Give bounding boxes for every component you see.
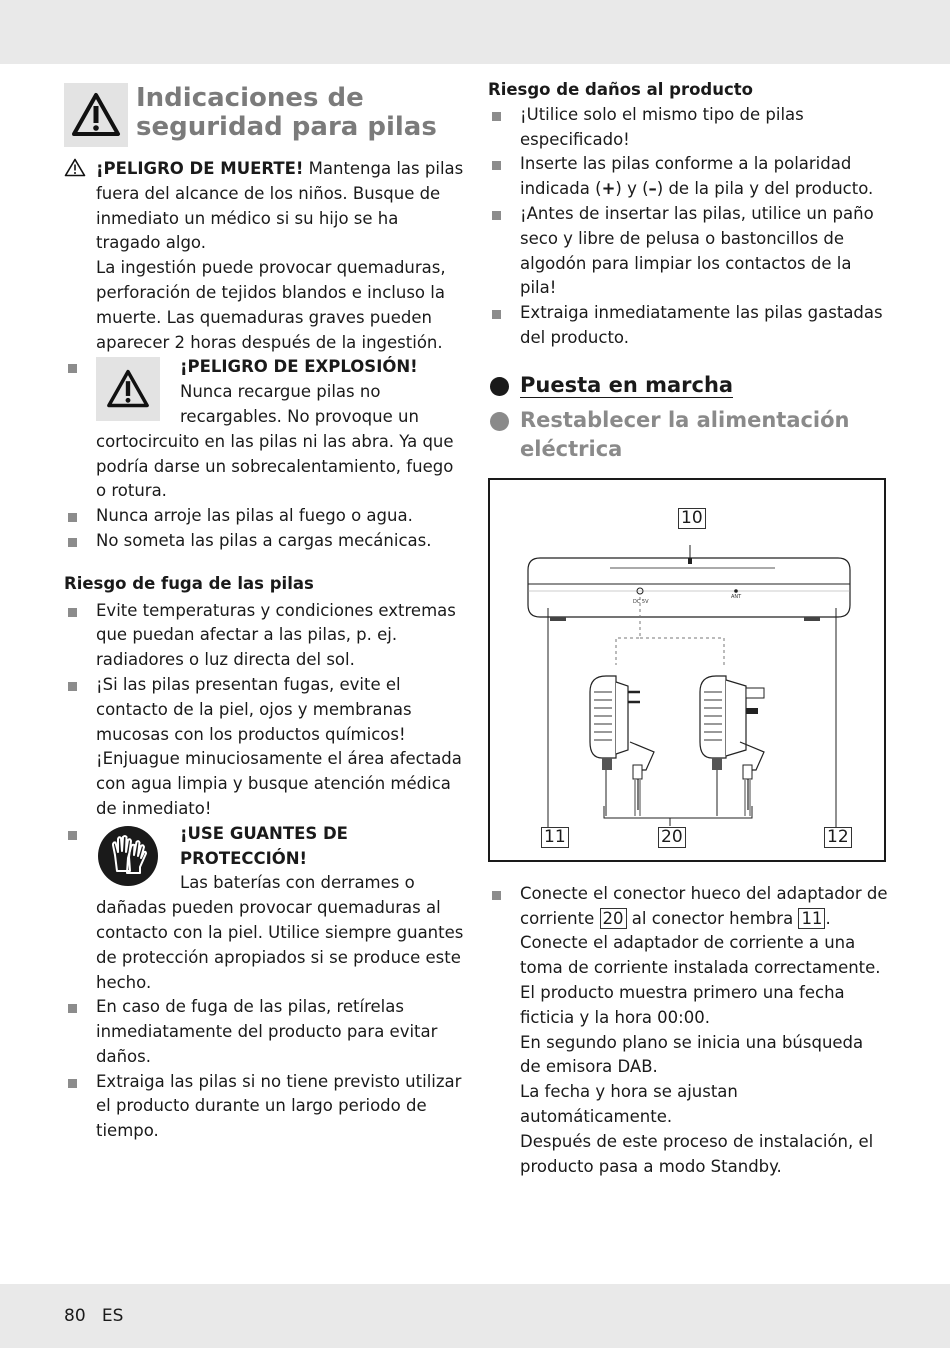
right-column [488,78,888,1179]
damage-item-text-c: ) de la pila y del producto. [656,179,874,199]
bullet [68,1079,77,1088]
damage-item-text: ¡Utilice solo el mismo tipo de pilas especificado! [520,104,804,149]
gloves-label: ¡USE GUANTES DE PROTECCIÓN! [180,823,348,868]
ref-20: 20 [600,908,627,929]
section-title: Puesta en marcha [520,372,734,397]
language-code: ES [101,1306,124,1326]
danger-death-text: Mantenga las pilas fuera del alcance de los niños. Busque de inmediato un médico si su hijo se ha tragado algo. [96,159,464,253]
list-item [64,504,466,529]
damage-item-text: ¡Antes de insertar las pilas, utilice un paño seco y libre de pelusa o bastoncillos de algodón para limpiar los contactos de la pila! [520,203,874,298]
page-footer [64,1306,123,1326]
page-title: Indicaciones de seguridad para pilas [136,83,437,142]
warning-triangle-icon [64,83,128,147]
connect-line: Después de este proceso de instalación, el producto pasa a modo Standby. [520,1131,874,1176]
danger-death-item [64,157,466,355]
label-20: 20 [658,827,686,848]
bullet [68,364,77,373]
list-item [488,301,888,351]
section-heading-power [488,406,888,464]
bullet [68,1004,77,1013]
list-item [64,1070,466,1144]
bullet [492,112,501,121]
ref-11: 11 [798,908,825,929]
section-title: Restablecer la alimentación eléctrica [520,407,850,461]
section-dot [490,412,509,431]
bullet [68,682,77,691]
section-heading-startup [488,371,888,400]
connect-line: La fecha y hora se ajustan automáticamente. [520,1082,738,1126]
explosion-text: Nunca recargue pilas no recargables. No provoque un cortocircuito en las pilas ni las abra. Ya que podría darse un sobrecalentamiento, fuego o rotura. [96,382,454,501]
explosion-label: ¡PELIGRO DE EXPLOSIÓN! [180,357,418,377]
final-item-text: En caso de fuga de las pilas, retírelas inmediatamente del producto para evitar daños. [96,997,438,1066]
bullet [68,538,77,547]
bullet [492,310,501,319]
connect-text-a: Conecte el conector hueco del adaptador de corriente [520,883,888,928]
bullet [68,513,77,522]
leak-item-text: ¡Si las pilas presentan fugas, evite el contacto de la piel, ojos y membranas mucosas con los productos químicos! ¡Enjuague minuciosamente el área afectada con agua limpia y busque atención médica de inmediato! [96,674,462,818]
bullet [68,831,77,840]
plus-sign: + [601,179,616,199]
bullet [492,891,501,900]
label-11: 11 [541,827,569,848]
connect-line: El producto muestra primero una fecha ficticia y la hora 00:00. [520,982,845,1027]
label-10: 10 [678,508,706,529]
device-diagram [490,480,884,860]
gloves-icon [96,824,160,888]
title-block [64,80,466,147]
connect-line: En segundo plano se inicia una búsqueda de emisora DAB. [520,1032,864,1077]
label-12: 12 [824,827,852,848]
final-item-text: Extraiga las pilas si no tiene previsto utilizar el producto durante un largo periodo de tiempo. [96,1071,462,1141]
danger-death-label: ¡PELIGRO DE MUERTE! [96,159,304,178]
explosion-item [64,355,466,504]
connection-figure [488,478,886,862]
connect-text-c: . [825,908,831,928]
page-number: 80 [64,1306,86,1326]
mech-item: No someta las pilas a cargas mecánicas. [96,530,432,550]
section-dot [490,377,509,396]
list-item [488,152,888,202]
left-column [64,80,466,1144]
connect-line: Conecte el adaptador de corriente a una toma de corriente instalada correctamente. [520,933,881,978]
bottom-band [0,1284,950,1348]
leak-heading: Riesgo de fuga de las pilas [64,573,314,593]
list-item [488,202,888,301]
gloves-item [64,822,466,996]
fire-item: Nunca arroje las pilas al fuego o agua. [96,506,413,526]
list-item [64,599,466,673]
damage-item-text: Extraiga inmediatamente las pilas gastadas del producto. [520,303,883,347]
list-item [64,673,466,822]
connect-text-b: al conector hembra [626,908,799,928]
bullet [492,161,501,170]
leak-item-text: Evite temperaturas y condiciones extremas que puedan afectar a las pilas, p. ej. radiadores o luz directa del sol. [96,600,456,670]
list-item [488,103,888,153]
list-item [64,529,466,554]
warning-small-icon [64,158,86,177]
list-item [64,995,466,1069]
warning-triangle-icon [96,357,160,421]
gloves-text: Las baterías con derrames o dañadas pueden provocar quemaduras al contacto con la piel. Utilice siempre guantes de protección apropiados si se produce este hecho. [96,873,464,992]
damage-item-text-b: ) y ( [615,179,649,199]
port-label-dc: DC 5V [633,598,649,605]
danger-death-text2: La ingestión puede provocar quemaduras, perforación de tejidos blandos e incluso la muerte. Las quemaduras graves pueden aparecer 2 horas después de la ingestión. [96,258,446,352]
port-label-ant: ANT [731,593,742,600]
damage-item-text-a: Inserte las pilas conforme a la polaridad indicada ( [520,154,852,199]
minus-sign: – [648,179,657,199]
connect-item [488,882,888,1180]
top-band [0,0,950,64]
bullet [68,608,77,617]
bullet [492,211,501,220]
damage-heading: Riesgo de daños al producto [488,80,753,99]
